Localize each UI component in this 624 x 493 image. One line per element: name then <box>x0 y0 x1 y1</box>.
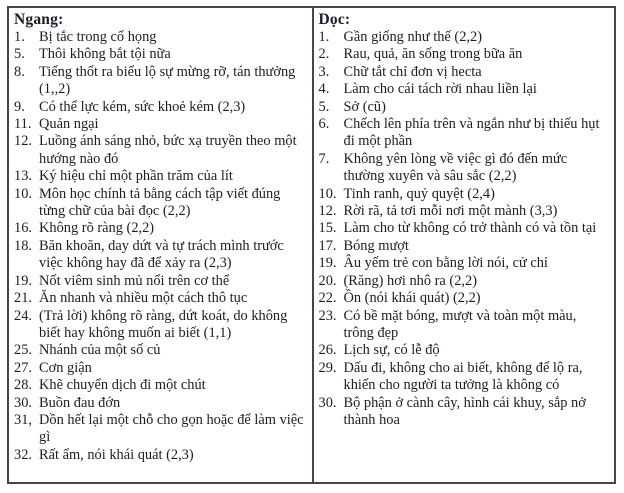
clue-number: 1. <box>318 29 330 45</box>
clue-item <box>14 360 306 377</box>
clue-item <box>14 99 306 116</box>
clue-number: 11. <box>14 116 32 133</box>
clue-item <box>14 377 306 394</box>
clue-text: Không rõ ràng (2,2) <box>39 220 155 237</box>
clue-item <box>319 64 609 81</box>
clue-item <box>319 151 609 186</box>
clue-item <box>319 220 609 237</box>
clue-number: 9. <box>14 98 25 115</box>
clue-number: 32. <box>14 446 32 463</box>
clue-text: Khẽ chuyển dịch đi một chút <box>39 377 206 394</box>
clue-text: Có bề mặt bóng, mượt và toàn một màu, trông đẹp <box>343 307 577 341</box>
clue-item <box>319 395 609 430</box>
clue-item <box>14 447 306 464</box>
clue-number: 4. <box>318 81 330 98</box>
clue-item <box>14 342 306 359</box>
clue-number: 18. <box>14 237 32 254</box>
clue-item <box>319 342 609 359</box>
clue-number: 19. <box>14 272 32 289</box>
clue-number: 21. <box>14 290 32 307</box>
down-clue-list <box>319 29 609 429</box>
clue-item <box>14 133 306 168</box>
crossword-clue-board <box>7 6 616 484</box>
across-column <box>9 8 312 482</box>
clue-text: Có thể lực kém, sức khoẻ kém (2,3) <box>39 98 246 115</box>
clue-text: Chếch lên phía trên và ngắn như bị thiếu hụt đi một phần <box>343 116 600 150</box>
clue-number: 26. <box>318 342 337 359</box>
clue-number: 30. <box>318 394 337 411</box>
clue-number: 27. <box>14 359 32 376</box>
clue-number: 5. <box>14 46 25 63</box>
clue-number: 10. <box>14 185 32 202</box>
clue-text: Bị tắc trong cổ họng <box>39 29 157 45</box>
clue-item <box>319 360 609 395</box>
clue-text: Làm cho từ không có trở thành có và tồn tại <box>343 220 597 237</box>
clue-text: Bộ phận ở cành cây, hình cái khuy, sắp nở thành hoa <box>343 394 586 428</box>
clue-text: Dấu đi, không cho ai biết, không để lộ ra, khiến cho người ta tưởng là không có <box>343 359 583 394</box>
clue-text: (Răng) hơi nhô ra (2,2) <box>343 272 477 289</box>
clue-number: 2. <box>318 46 330 63</box>
down-column <box>312 8 615 482</box>
clue-text: Rất ẩm, nói khái quát (2,3) <box>39 446 194 463</box>
clue-number: 20. <box>318 272 337 289</box>
clue-item <box>14 238 306 273</box>
clue-text: Luồng ánh sáng nhỏ, bức xạ truyền theo một hướng nào đó <box>39 133 297 167</box>
clue-number: 5. <box>318 98 330 115</box>
clue-item <box>14 412 306 447</box>
clue-text: (Trả lời) không rõ ràng, dứt koát, do không biết hay không muốn ai biết (1,1) <box>39 307 288 341</box>
clue-item <box>319 186 609 203</box>
clue-item <box>14 64 306 99</box>
clue-text: Thôi không bắt tội nữa <box>39 46 171 63</box>
clue-text: Môn học chính tả bằng cách tập viết đúng từng chữ của bài đọc (2,2) <box>39 185 281 220</box>
clue-text: Làm cho cái tách rời nhau liền lại <box>343 81 537 98</box>
clue-number: 31, <box>14 411 32 428</box>
clue-item <box>319 99 609 116</box>
clue-item <box>319 290 609 307</box>
clue-number: 30. <box>14 394 32 411</box>
clue-text: Không yên lòng về việc gì đó đến mức thường xuyên và sâu sắc (2,2) <box>343 150 568 185</box>
clue-text: Tiếng thốt ra biểu lộ sự mừng rỡ, tán thưởng (1,,2) <box>39 63 296 98</box>
clue-number: 1. <box>14 29 25 45</box>
down-heading: Dọc: <box>318 11 351 28</box>
clue-number: 10. <box>318 185 337 202</box>
clue-number: 15. <box>318 220 337 237</box>
clue-number: 23. <box>318 307 337 324</box>
clue-item <box>14 395 306 412</box>
clue-text: Ăn nhanh và nhiều một cách thô tục <box>39 290 248 307</box>
clue-item <box>14 29 306 46</box>
clue-text: Rau, quả, ăn sống trong bữa ăn <box>343 46 523 63</box>
clue-number: 22. <box>318 290 337 307</box>
clue-number: 7. <box>318 150 330 167</box>
clue-item <box>14 308 306 343</box>
clue-text: Nhánh của một số củ <box>39 342 161 359</box>
clue-text: Dồn hết lại một chỗ cho gọn hoặc để làm việc gì <box>39 411 304 446</box>
across-clue-list <box>14 29 306 464</box>
clue-number: 19. <box>318 255 337 272</box>
clue-text: Rời rã, tả tơi mỗi nơi một mành (3,3) <box>343 203 558 220</box>
clue-number: 6. <box>318 116 330 133</box>
clue-item <box>319 46 609 63</box>
clue-text: Sở (cũ) <box>343 98 386 115</box>
clue-text: Lịch sự, có lễ độ <box>343 342 440 359</box>
clue-number: 12. <box>318 203 337 220</box>
clue-text: Tinh ranh, quỷ quyệt (2,4) <box>343 185 495 202</box>
clue-number: 25. <box>14 342 32 359</box>
clue-item <box>319 29 609 46</box>
clue-text: Nốt viêm sinh mủ nổi trên cơ thể <box>39 272 230 289</box>
clue-item <box>319 116 609 151</box>
clue-item <box>319 81 609 98</box>
clue-text: Băn khoăn, day dứt và tự trách mình trước việc không hay đã để xảy ra (2,3) <box>39 237 284 272</box>
clue-number: 12. <box>14 133 32 150</box>
clue-item <box>14 46 306 63</box>
clue-text: Bóng mượt <box>343 237 409 254</box>
clue-text: Cơn giận <box>39 359 92 376</box>
clue-number: 8. <box>14 63 25 80</box>
clue-text: Quản ngại <box>39 116 99 133</box>
clue-item <box>319 273 609 290</box>
clue-number: 16. <box>14 220 32 237</box>
clue-item <box>319 238 609 255</box>
clue-number: 3. <box>318 63 330 80</box>
clue-item <box>14 220 306 237</box>
clue-item <box>319 255 609 272</box>
clue-number: 29. <box>318 359 337 376</box>
clue-text: Gần giống như thế (2,2) <box>343 29 482 45</box>
clue-text: Ký hiệu chỉ một phần trăm của lít <box>39 168 233 185</box>
clue-number: 24. <box>14 307 32 324</box>
clue-number: 28. <box>14 377 32 394</box>
clue-text: Buồn đau đớn <box>39 394 121 411</box>
clue-text: Âu yếm trẻ con bằng lời nói, cử chỉ <box>343 255 548 272</box>
clue-item <box>14 116 306 133</box>
clue-number: 13. <box>14 168 32 185</box>
clue-item <box>14 168 306 185</box>
clue-item <box>319 203 609 220</box>
clue-item <box>14 186 306 221</box>
clue-item <box>14 273 306 290</box>
across-heading: Ngang: <box>14 11 64 28</box>
clue-item <box>319 308 609 343</box>
clue-number: 17. <box>318 237 337 254</box>
clue-text: Ồn (nói khái quát) (2,2) <box>343 290 481 307</box>
clue-item <box>14 290 306 307</box>
clue-text: Chữ tắt chỉ đơn vị hecta <box>343 63 482 80</box>
